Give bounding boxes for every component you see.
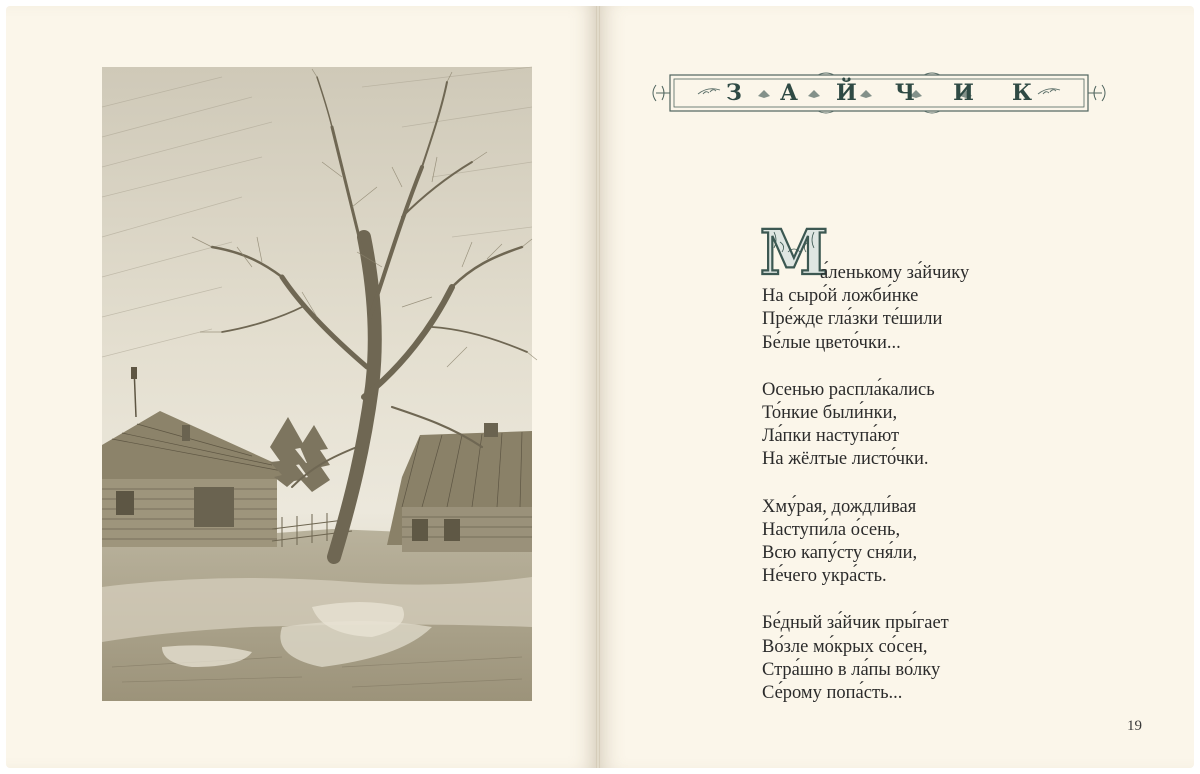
poem-line: То́нкие были́нки, bbox=[762, 403, 898, 424]
poem-title bbox=[726, 80, 1032, 106]
poem-line: Во́зле мо́крых со́сен, bbox=[762, 636, 928, 657]
book-gutter bbox=[596, 6, 600, 768]
stanza bbox=[762, 262, 1082, 355]
title-letter: З bbox=[726, 80, 742, 106]
poem-line: Бе́лые цвето́чки... bbox=[762, 332, 901, 353]
poem-line: Бе́дный за́йчик пры́гает bbox=[762, 613, 949, 634]
poem-line: Пре́жде гла́зки те́шили bbox=[762, 309, 943, 330]
poem-line: Наступи́ла о́сень, bbox=[762, 519, 901, 540]
poem-line: Хму́рая, дождли́вая bbox=[762, 496, 917, 517]
title-letter: Й bbox=[835, 80, 857, 106]
poem-line: Ла́пки наступа́ют bbox=[762, 426, 900, 447]
page-number: 19 bbox=[1127, 718, 1142, 734]
stanza bbox=[762, 379, 1082, 472]
stanza bbox=[762, 612, 1082, 705]
poem-line: Всю капу́сту сня́ли, bbox=[762, 543, 918, 564]
poem-line: На сыро́й ложби́нке bbox=[762, 286, 919, 307]
dropcap-glyph: М bbox=[759, 216, 829, 289]
poem-line: Не́чего укра́сть. bbox=[762, 566, 887, 587]
etching-drawing bbox=[102, 67, 532, 701]
stanza bbox=[762, 496, 1082, 589]
poem-line: Стра́шно в ла́пы во́лку bbox=[762, 659, 941, 680]
title-letter: Ч bbox=[894, 80, 915, 106]
village-etching-illustration bbox=[102, 67, 532, 701]
title-letter: А bbox=[779, 80, 798, 106]
poem-line: На жёлтые листо́чки. bbox=[762, 449, 929, 470]
poem-body bbox=[762, 262, 1082, 729]
title-letter: К bbox=[1011, 80, 1032, 106]
poem-line: Осенью распла́кались bbox=[762, 379, 935, 400]
poem-line: Се́рому попа́сть... bbox=[762, 683, 903, 704]
title-letter: И bbox=[953, 80, 974, 106]
poem-line: а́ленькому за́йчику bbox=[820, 263, 970, 283]
title-banner bbox=[648, 72, 1110, 114]
